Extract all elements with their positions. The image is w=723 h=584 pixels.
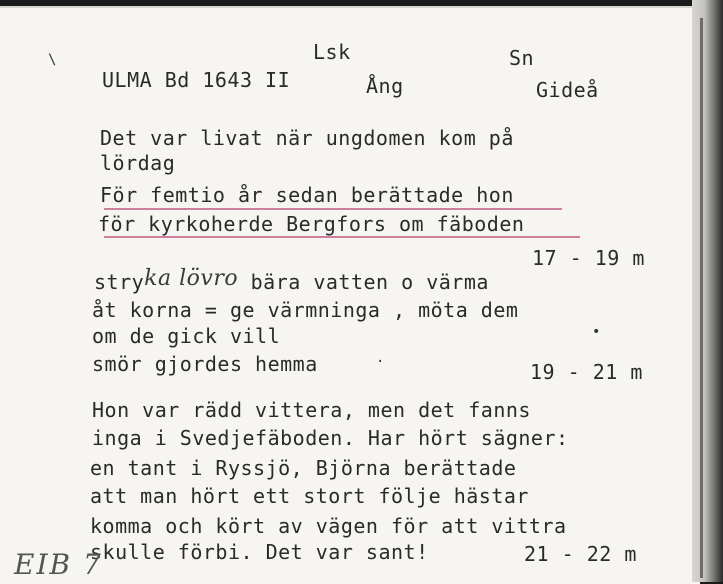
stray-dot-2: · bbox=[376, 354, 385, 370]
sn-value: Gideå bbox=[536, 78, 599, 102]
scan-right-edge bbox=[692, 0, 723, 582]
text-line-5-prefix: stry bbox=[94, 270, 145, 294]
handwritten-insert: ka lövro bbox=[144, 266, 239, 291]
highlight-underline-1 bbox=[104, 208, 562, 210]
text-line-3: För femtio år sedan berättade hon bbox=[100, 183, 514, 207]
text-line-2: lördag bbox=[100, 151, 176, 175]
highlight-underline-2 bbox=[104, 236, 580, 238]
lsk-label: Lsk bbox=[313, 40, 351, 64]
text-line-10: inga i Svedjefäboden. Har hört sägner: bbox=[92, 426, 569, 450]
reference-range-3: 21 - 22 m bbox=[524, 542, 637, 566]
text-line-5 bbox=[94, 266, 489, 295]
text-line-11: en tant i Ryssjö, Björna berättade bbox=[90, 456, 517, 480]
text-line-8: smör gjordes hemma bbox=[92, 352, 318, 376]
lsk-value: Ång bbox=[366, 74, 404, 98]
handwritten-archive-code: EIB 7 bbox=[14, 548, 103, 581]
text-line-9: Hon var rädd vittera, men det fanns bbox=[92, 398, 531, 422]
reference-range-1: 17 - 19 m bbox=[532, 246, 645, 270]
text-line-7: om de gick vill bbox=[92, 324, 281, 348]
archive-card bbox=[0, 6, 700, 584]
card-edge-shadow bbox=[700, 18, 703, 578]
text-line-14: skulle förbi. Det var sant! bbox=[90, 540, 429, 564]
archive-reference: ULMA Bd 1643 II bbox=[102, 68, 291, 92]
text-line-4: för kyrkoherde Bergfors om fäboden bbox=[98, 212, 525, 236]
text-line-13: komma och kört av vägen för att vittra bbox=[90, 514, 567, 538]
stray-mark: \ bbox=[48, 52, 57, 68]
stray-dot: • bbox=[592, 324, 601, 340]
text-line-5-suffix: bära vatten o värma bbox=[250, 270, 489, 294]
sn-label: Sn bbox=[509, 46, 535, 70]
text-line-12: att man hört ett stort följe hästar bbox=[90, 484, 529, 508]
text-line-6: åt korna = ge värmninga , möta dem bbox=[92, 298, 519, 322]
reference-range-2: 19 - 21 m bbox=[530, 360, 643, 384]
text-line-1: Det var livat när ungdomen kom på bbox=[100, 126, 514, 150]
